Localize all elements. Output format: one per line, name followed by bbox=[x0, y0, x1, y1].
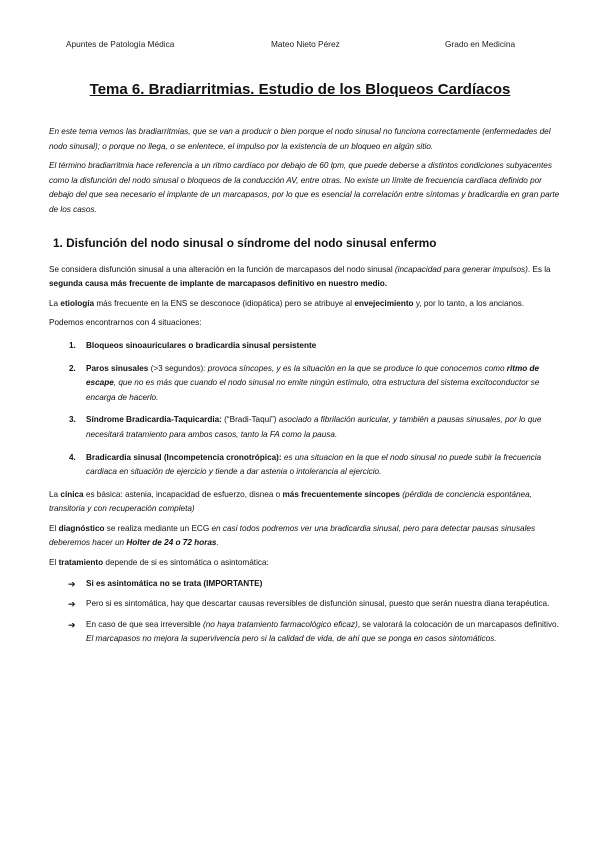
definition-bold: segunda causa más frecuente de implante de marcapasos definitivo en nuestro medio. bbox=[49, 279, 388, 289]
bullet-text: Pero si es sintomática, hay que descartar causas reversibles de disfunción sinusal, puesto que serán nuestra diana terapéutica. bbox=[86, 599, 550, 609]
bullet-text-2: , se valorará la colocación de un marcapasos definitivo. bbox=[357, 619, 559, 629]
list-number: 1. bbox=[69, 340, 76, 350]
etiology-bold: etiología bbox=[60, 298, 95, 308]
situations-intro: Podemos encontrarnos con 4 situaciones: bbox=[49, 318, 202, 328]
arrow-icon: ➔ bbox=[68, 619, 76, 630]
clinical-paragraph bbox=[49, 488, 563, 517]
treatment-paragraph bbox=[49, 556, 563, 571]
etiology-paragraph bbox=[49, 297, 563, 312]
header-course: Apuntes de Patología Médica bbox=[66, 39, 175, 49]
diagnosis-paragraph bbox=[49, 522, 563, 551]
definition-text: Se considera disfunción sinusal a una alteración en la función de marcapasos del nodo sinusal bbox=[49, 264, 395, 274]
diagnosis-italic-2: . bbox=[216, 538, 219, 548]
clinical-text-2: es básica: astenia, incapacidad de esfuerzo, disnea o bbox=[83, 489, 283, 499]
arrow-icon: ➔ bbox=[68, 599, 76, 610]
clinical-italic: (pérdida de conciencia espontánea, transitoria y con recuperación completa) bbox=[49, 489, 532, 514]
etiology-text: La bbox=[49, 298, 61, 308]
list-number: 2. bbox=[69, 363, 76, 373]
diagnosis-text: El bbox=[49, 523, 59, 533]
definition-paragraph bbox=[49, 263, 563, 292]
treatment-text-2: depende de si es sintomática o asintomática: bbox=[103, 558, 269, 568]
situation-title: Síndrome Bradicardia-Taquicardia: bbox=[86, 415, 222, 425]
list-item bbox=[49, 413, 563, 442]
situation-text: asociado a fibrilación auricular, y también a pausas sinusales, por lo que necesitará tratamiento para ambos casos, tanto la FA como la pausa. bbox=[86, 415, 542, 439]
header-degree: Grado en Medicina bbox=[445, 39, 516, 49]
document-title: Tema 6. Bradiarritmias. Estudio de los Bloqueos Cardíacos bbox=[89, 81, 511, 98]
etiology-text-3: y, por lo tanto, a los ancianos. bbox=[413, 298, 524, 308]
diagnosis-bold-2: Holter de 24 o 72 horas bbox=[126, 538, 217, 548]
header-author: Mateo Nieto Pérez bbox=[271, 39, 340, 49]
intro-paragraph-2: El término bradiarritmia hace referencia a un ritmo cardíaco por debajo de 60 lpm, que puede deberse a distintos condiciones subyacentes como la disfunción del nodo sinusal o bloqueos de la conducción AV, entre otras. No existe un límite de frecuencia cardíaca definido por debajo del que sea necesario el implante de un marcapasos, por lo que es esencial la correlación entre síntomas y bradicardia en gran parte de los casos. bbox=[49, 161, 560, 214]
arrow-icon: ➔ bbox=[68, 578, 76, 589]
treatment-text: El bbox=[49, 558, 59, 568]
situation-plain: (>3 segundos) bbox=[148, 363, 204, 373]
list-item bbox=[49, 339, 563, 354]
bullet-bold: Si es asintomática no se trata (IMPORTANTE) bbox=[86, 578, 263, 588]
list-item bbox=[49, 362, 563, 406]
diagnosis-italic: en casi todos podremos ver una bradicardia sinusal, pero para detectar pausas sinusales deberemos hacer un bbox=[49, 523, 536, 548]
situation-text-2: , que no es más que cuando el nodo sinusal no emite ningún estímulo, otra estructura del sistema excitoconductor se encarga de hacerlo. bbox=[86, 378, 540, 402]
list-item bbox=[49, 451, 563, 480]
clinical-text: La bbox=[49, 489, 61, 499]
situations-list bbox=[49, 339, 563, 480]
section-heading: 1. Disfunción del nodo sinusal o síndrome del nodo sinusal enfermo bbox=[53, 235, 437, 250]
situation-text: es una situacion en la que el nodo sinusal no puede subir la frecuencia cardiaca en situación de ejercicio y tiende a dar astenia o intolerancia al ejercicio. bbox=[86, 452, 542, 477]
clinical-bold: cínica bbox=[60, 489, 84, 499]
diagnosis-text-2: se realiza mediante un ECG bbox=[104, 523, 212, 533]
clinical-bold-2: más frecuentemente síncopes bbox=[282, 489, 400, 499]
definition-italic: (incapacidad para generar impulsos) bbox=[394, 264, 528, 274]
treatment-list bbox=[49, 577, 563, 647]
situation-title: Bradicardia sinusal (Incompetencia cronotrópica): bbox=[86, 452, 282, 462]
bullet-italic: (no haya tratamiento farmacológico eficaz) bbox=[202, 619, 358, 629]
situation-plain: (“Bradi-Taqui”) bbox=[221, 415, 279, 425]
bullet-italic-2: El marcapasos no mejora la supervivencia pero si la calidad de vida, de ahí que se ponga en casos sintomáticos. bbox=[86, 634, 497, 644]
situation-title: Paros sinusales bbox=[86, 363, 149, 373]
bullet-text: En caso de que sea irreversible bbox=[86, 619, 203, 629]
etiology-text-2: más frecuente en la ENS se desconoce (idiopática) pero se atribuye al bbox=[94, 298, 355, 308]
list-number: 3. bbox=[69, 415, 76, 425]
situation-text: : provoca síncopes, y es la situación en la que se produce lo que conocemos como bbox=[203, 363, 507, 373]
treatment-bold: tratamiento bbox=[58, 558, 104, 568]
list-item bbox=[49, 618, 563, 647]
situation-title: Bloqueos sinoauriculares o bradicardia sinusal persistente bbox=[86, 340, 317, 350]
list-item bbox=[49, 597, 563, 612]
list-number: 4. bbox=[69, 452, 76, 462]
definition-text-2: . Es la bbox=[527, 264, 551, 274]
intro-paragraph-1: En este tema vemos las bradiarritmias, que se van a producir o bien porque el nodo sinusal no funciona correctamente (enfermedades del nodo sinusal); o porque no llega, o se enlentece, el impulso por la existencia de un bloqueo en algún sitio. bbox=[49, 127, 551, 151]
list-item bbox=[49, 577, 563, 592]
diagnosis-bold: diagnóstico bbox=[58, 523, 105, 533]
situation-bold: ritmo de escape bbox=[86, 363, 540, 388]
etiology-bold-2: envejecimiento bbox=[354, 298, 414, 308]
document-body bbox=[49, 125, 563, 653]
